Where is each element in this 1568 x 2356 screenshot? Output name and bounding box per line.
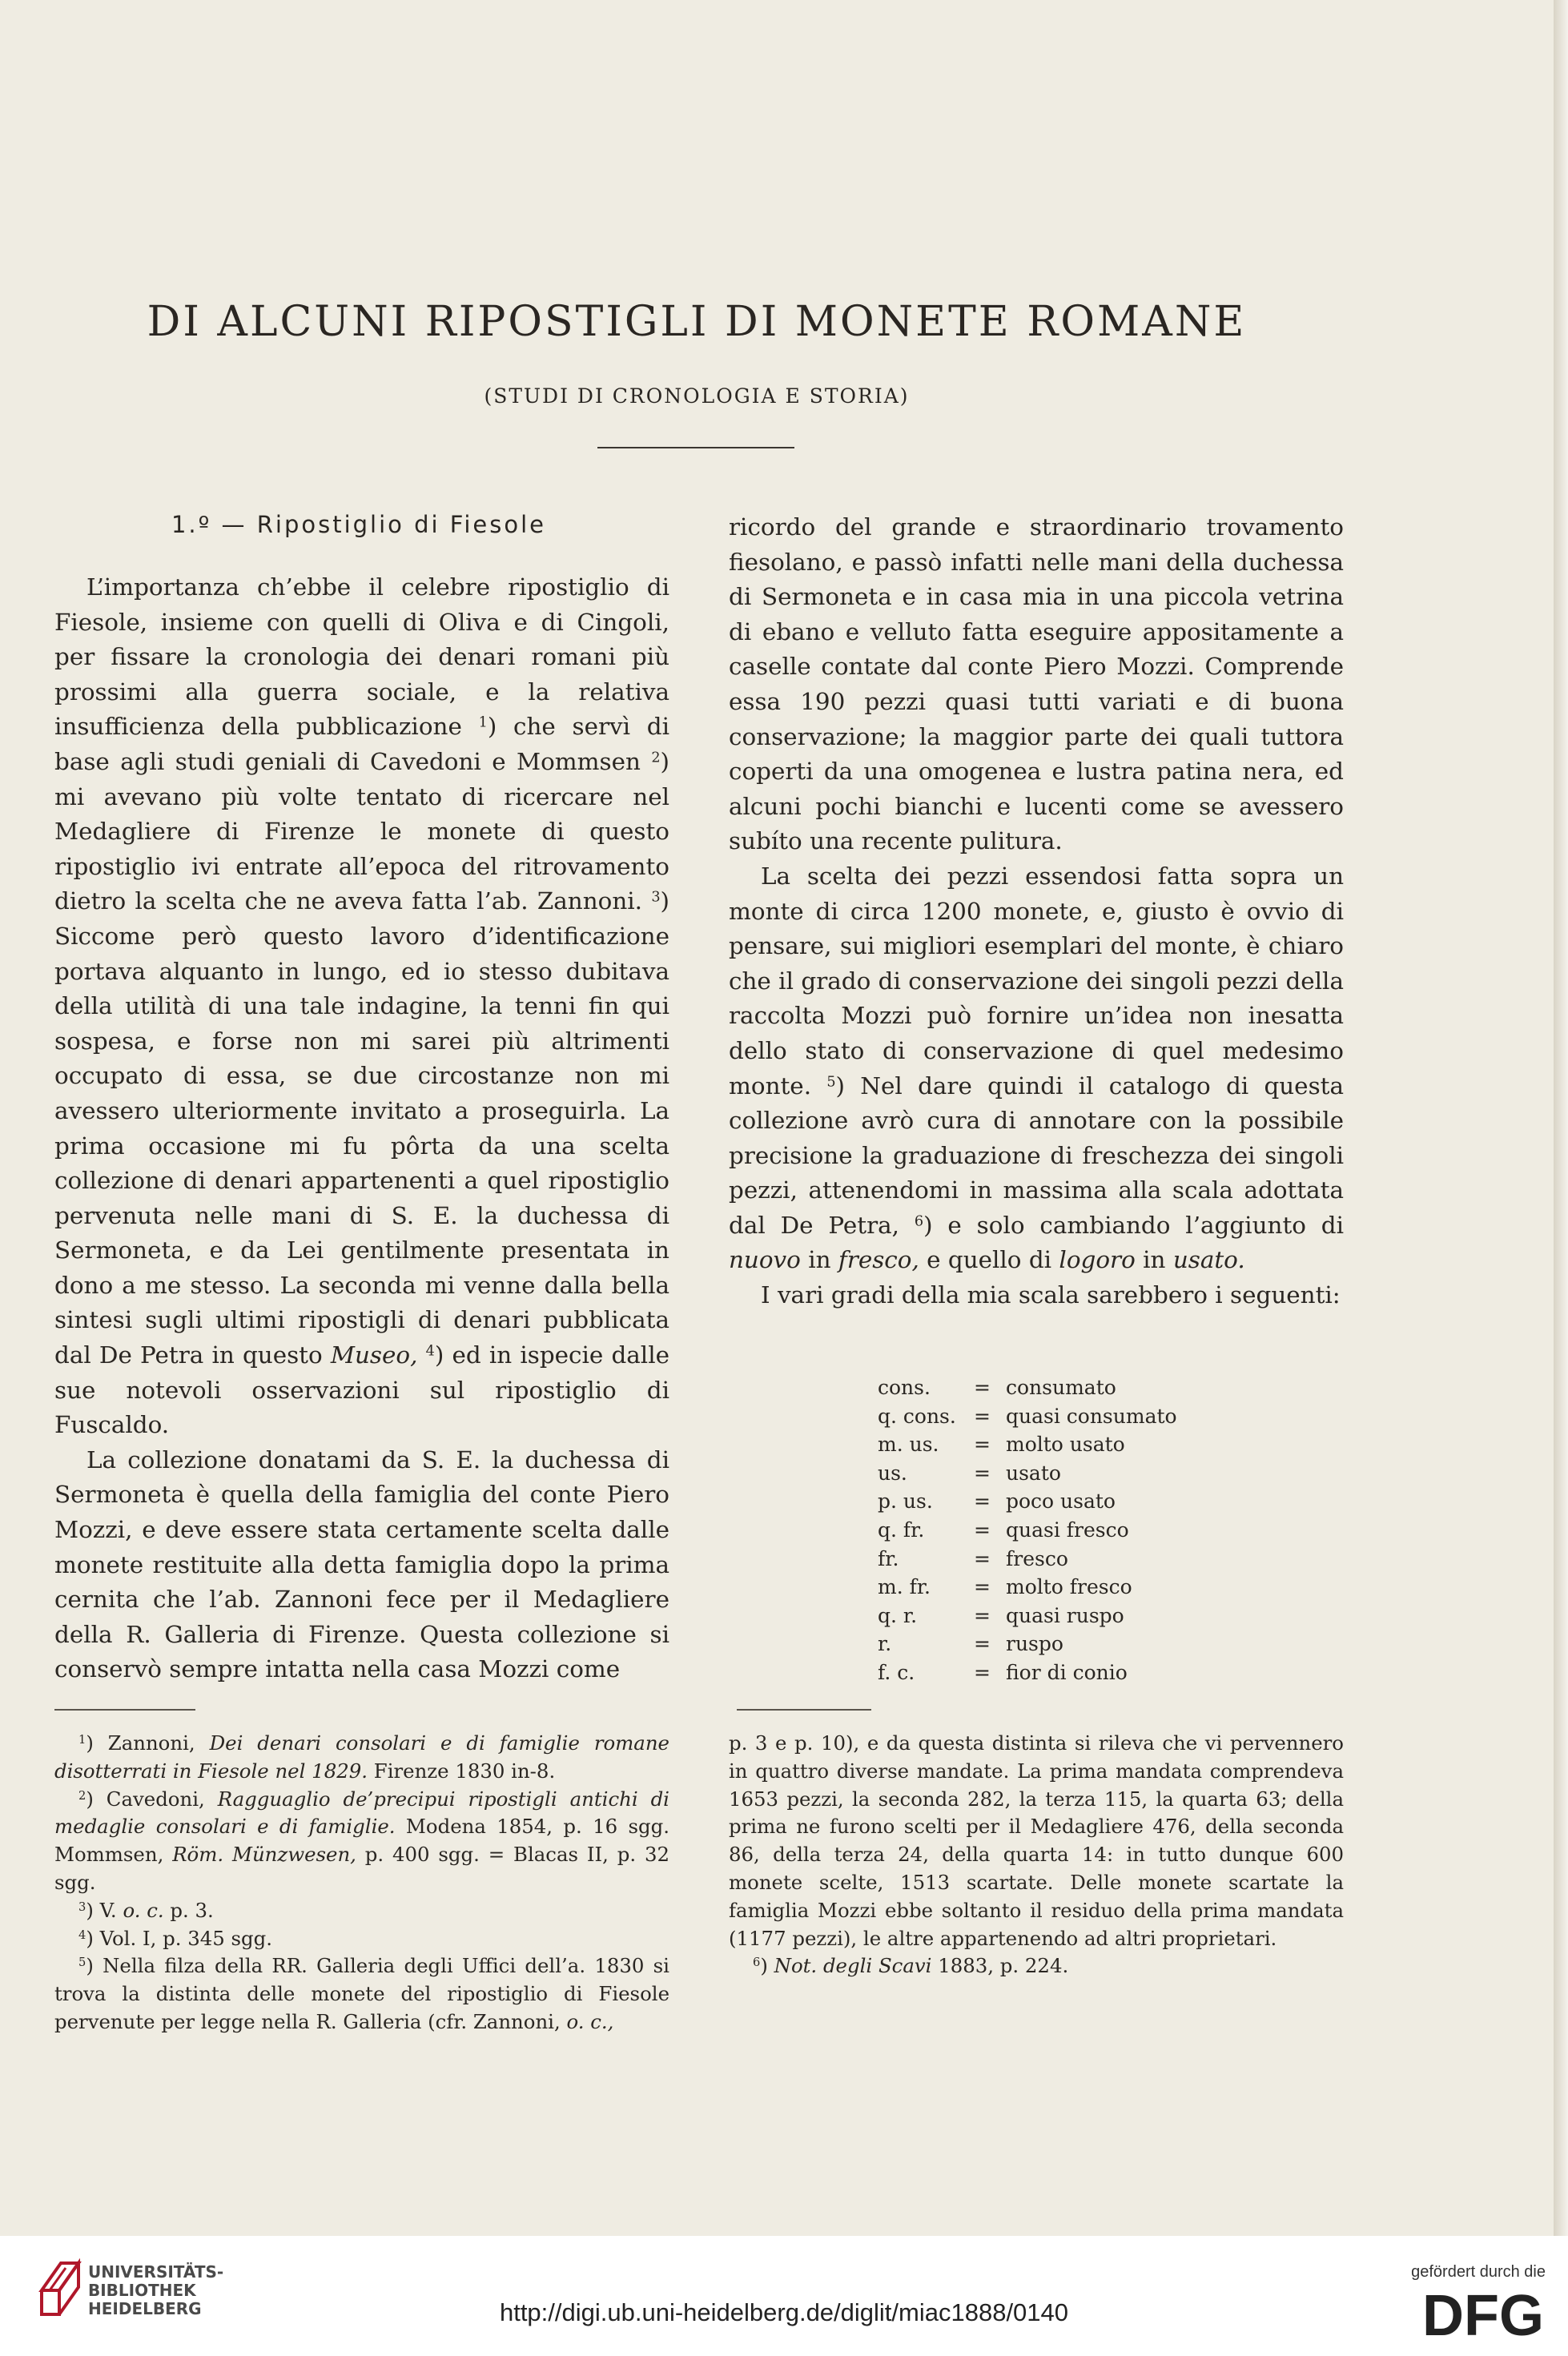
sponsor-caption: gefördert durch die — [1411, 2263, 1546, 2281]
table-row: r. = ruspo — [878, 1632, 1063, 1656]
table-row: q. fr. = quasi fresco — [878, 1518, 1129, 1542]
footnote-ref: 5 — [826, 1073, 836, 1090]
table-row: q. r. = quasi ruspo — [878, 1603, 1124, 1627]
dfg-logo-text: DFG — [1422, 2289, 1544, 2340]
paragraph: La collezione donatami da S. E. la duchessa di Sermoneta è quella della famiglia del conte Piero Mozzi, e deve essere stata certamente scelta dalle monete restituite alla detta famiglia dopo la prima cernita che l’ab. Zannoni fece per il Medagliere della R. Galleria di Firenze. Questa collezione si conservò sempre intatta nella casa Mozzi come — [54, 1445, 669, 1683]
table-row: p. us. = poco usato — [878, 1490, 1116, 1514]
library-name: UNIVERSITÄTS- BIBLIOTHEK HEIDELBERG — [88, 2262, 224, 2318]
section-heading: 1.º — Ripostiglio di Fiesole — [171, 511, 547, 538]
footnote-ref: 1 — [478, 714, 488, 731]
conservation-scale-table — [878, 1373, 1177, 1687]
table-row: fr. = fresco — [878, 1546, 1068, 1570]
paragraph: L’importanza ch’ebbe il celebre ripostiglio di Fiesole, insieme con quelli di Oliva e di Cingoli, per fissare la cronologia dei denari romani più prossimi alla guerra sociale, e la relativa insufficienza della pubblicazione $^1$) che servì di base agli studi geniali di Cavedoni e Mommsen $^2$) mi avevano più volte tentato di ricercare nel Medagliere di Firenze le monete di questo ripostiglio ivi entrate all’epoca del ritrovamento dietro la scelta che ne aveva fatta l’ab. Zannoni. $^3$) Siccome però questo lavoro d’identificazione portava alquanto in lungo, ed io stesso dubitava della utilità di una tale indagine, la tenni fin qui sospesa, e forse non mi sarei più altrimenti occupato di essa, se due circostanze non mi avessero ulteriormente invitato a proseguirla. La prima occasione mi fu pôrta da una scelta collezione di denari appartenenti a quel ripostiglio pervenuta nelle mani di S. E. la duchessa di Sermoneta, e da Lei gentilmente presentata in dono a me stesso. La seconda mi venne dalla bella sintesi sugli ultimi ripostigli di denari pubblicata dal De Petra in questo Museo, $^4$) ed in ispecie dalle sue notevoli osservazioni sul ripostiglio di Fuscaldo. — [54, 573, 670, 1439]
left-text-column — [54, 570, 669, 1687]
footnote-divider — [54, 1709, 195, 1711]
paragraph: I vari gradi della mia scala sarebbero i seguenti: — [761, 1281, 1341, 1309]
paragraph: La scelta dei pezzi essendosi fatta sopra un monte di circa 1200 monete, e, giusto è ovvio di pensare, sui migliori esemplari del monte, è chiaro che il grado di conservazione dei singoli pezzi della raccolta Mozzi può fornire un’idea non inesatta dello stato di conservazione di quel medesimo monte. $^5$) Nel dare quindi il catalogo di questa collezione avrò cura di annotare con la possibile precisione la graduazione di freschezza dei singoli pezzi, attenendomi in massima alla scala adottata dal De Petra, $^6$) e solo cambiando l’aggiunto di nuovo in fresco, e quello di logoro in usato. — [729, 862, 1345, 1274]
footnote: $^1$) Zannoni, Dei denari consolari e di famiglie romane disotterrati in Fiesole nel 1829. Firenze 1830 in-8. — [54, 1731, 669, 1783]
permalink[interactable]: http://digi.ub.uni-heidelberg.de/diglit/miac1888/0140 — [499, 2298, 1069, 2326]
right-text-column — [729, 510, 1344, 1313]
paragraph: ricordo del grande e straordinario trovamento fiesolano, e passò infatti nelle mani della duchessa di Sermoneta e in casa mia in una piccola vetrina di ebano e velluto fatta eseguire appositamente a caselle contate dal conte Piero Mozzi. Comprende essa 190 pezzi quasi tutti variati e di buona conservazione; la maggior parte dei quali tuttora coperti da una omogenea e lustra patina nera, ed alcuni pochi bianchi e lucenti come se avessero subíto una recente pulitura. — [729, 513, 1344, 855]
table-row: us. = usato — [878, 1461, 1061, 1485]
title-divider — [597, 447, 794, 448]
footnote-divider — [737, 1709, 871, 1711]
article-subtitle: (STUDI DI CRONOLOGIA E STORIA) — [484, 384, 910, 408]
footnotes-left — [54, 1730, 669, 2036]
footnotes-right — [729, 1730, 1344, 1980]
footnote: $^2$) Cavedoni, Ragguaglio de’precipui ripostigli antichi di medaglie consolari e di famiglie. Modena 1854, p. 16 sgg. Mommsen, Röm. Münzwesen, p. 400 sgg. = Blacas II, p. 32 sgg. — [54, 1787, 669, 1894]
viewer-footer — [0, 2236, 1568, 2356]
footnote: $^3$) V. o. c. p. 3. — [78, 1898, 214, 1922]
footnote: p. 3 e p. 10), e da questa distinta si rileva che vi pervennero in quattro diverse mandate. La prima mandata comprendeva 1653 pezzi, la seconda 282, la terza 115, la quarta 63; della prima ne furono scelti per il Medagliere 476, della seconda 86, della terza 24, della quarta 14: in tutto dunque 600 monete scelte, 1513 scartate. Delle monete scartate la famiglia Mozzi ebbe soltanto il residuo della prima mandata (1177 pezzi), le altre appartenendo ad altri proprietari. — [729, 1731, 1344, 1950]
footnote: $^5$) Nella filza della RR. Galleria degli Uffici dell’a. 1830 si trova la distinta delle monete del ripostiglio di Fiesole pervenute per legge nella R. Galleria (cfr. Zannoni, o. c., — [54, 1954, 669, 2033]
footnote-ref: 4 — [425, 1343, 435, 1360]
table-row: q. cons. = quasi consumato — [878, 1404, 1177, 1428]
table-row: m. us. = molto usato — [878, 1433, 1125, 1457]
page-edge — [1554, 0, 1568, 2356]
footnote-ref: 6 — [914, 1213, 924, 1230]
footnote: $^4$) Vol. I, p. 345 sgg. — [78, 1926, 273, 1950]
table-row: m. fr. = molto fresco — [878, 1575, 1132, 1599]
footnote: $^6$) Not. degli Scavi 1883, p. 224. — [753, 1954, 1069, 1978]
article-title: DI ALCUNI RIPOSTIGLI DI MONETE ROMANE — [147, 298, 1247, 346]
dfg-logo-icon — [1385, 2289, 1546, 2340]
footnote-ref: 2 — [651, 750, 661, 766]
table-row: f. c. = fior di conio — [878, 1660, 1128, 1684]
table-row: cons. = consumato — [878, 1376, 1116, 1399]
footnote-ref: 3 — [651, 889, 661, 906]
